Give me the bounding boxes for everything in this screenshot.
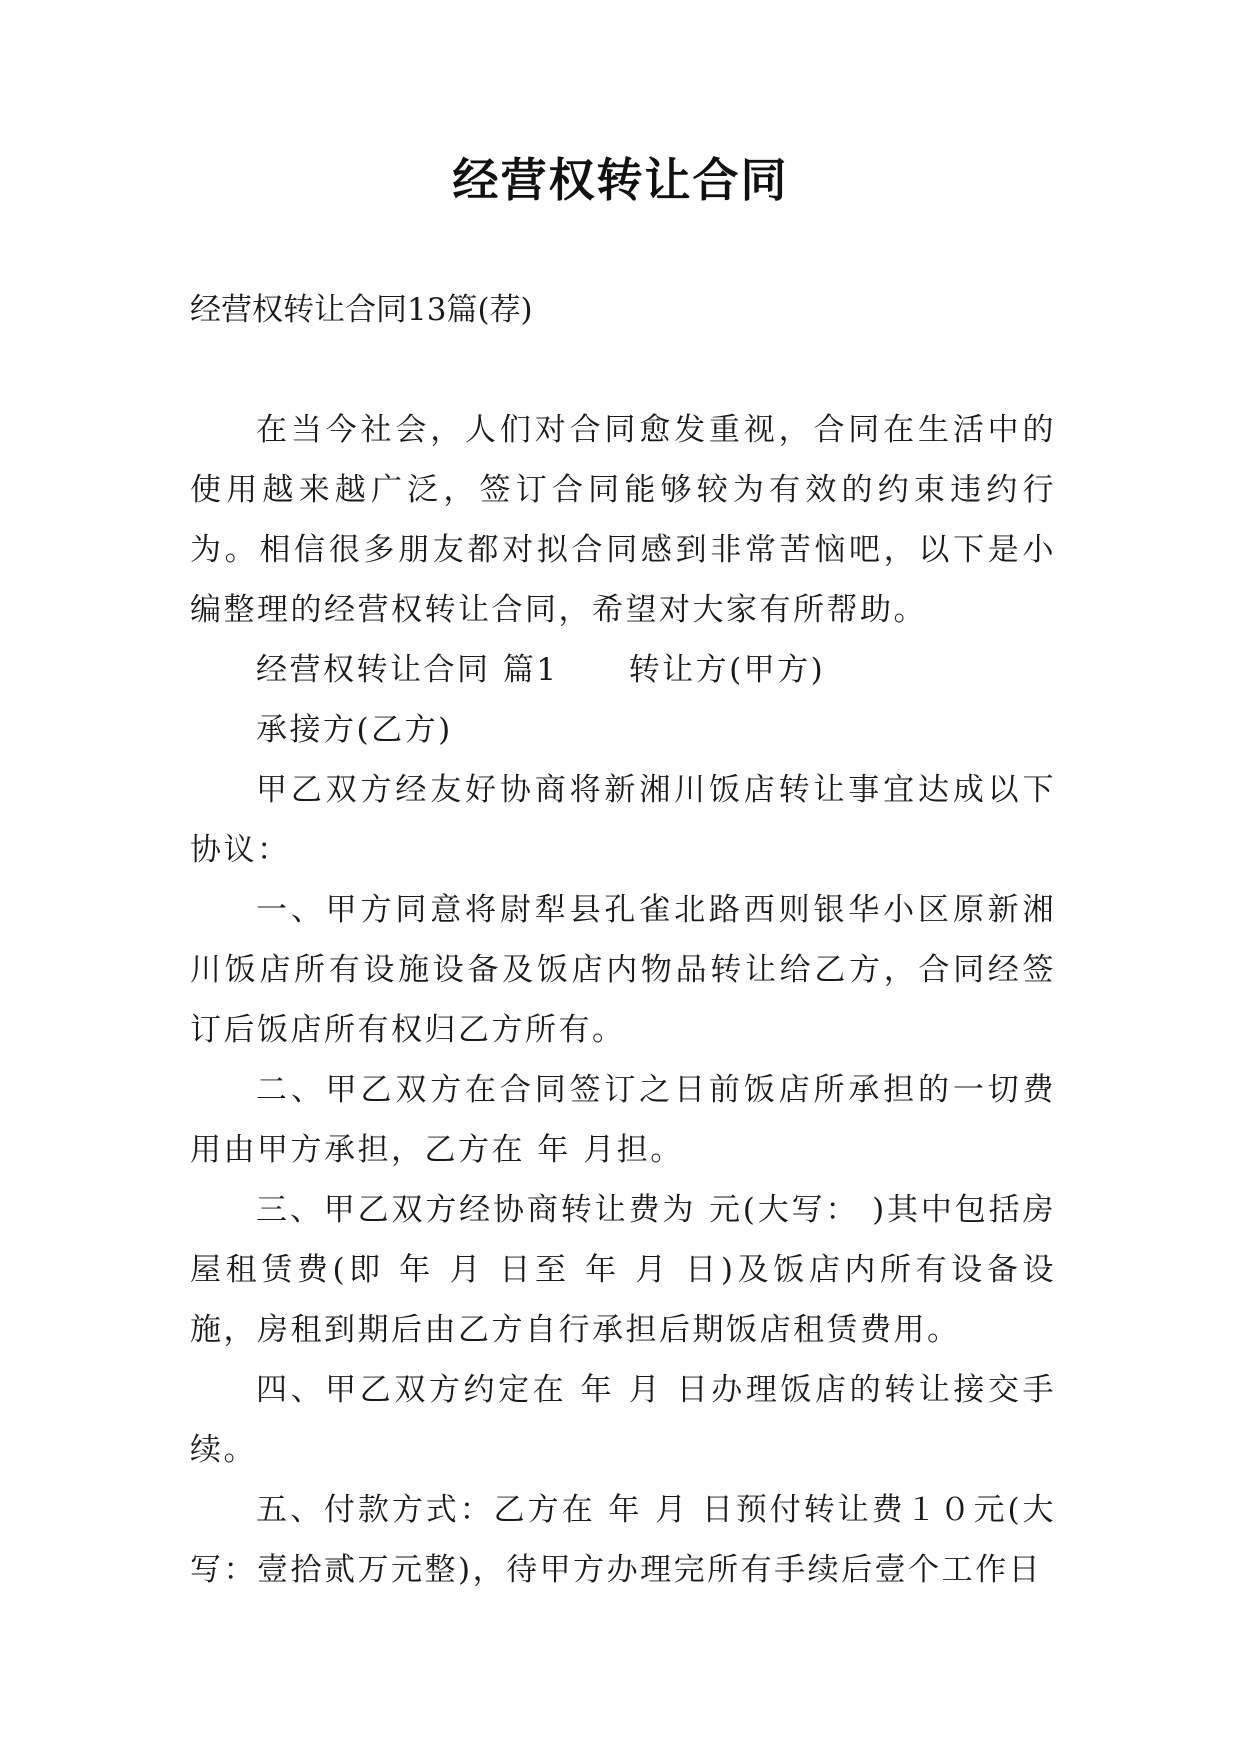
party-a-label: 转让方(甲方) <box>628 652 826 688</box>
document-subtitle: 经营权转让合同13篇(荐) <box>190 292 533 328</box>
document-body <box>190 400 1056 1600</box>
article-heading <box>190 640 1056 700</box>
intro-paragraph: 在当今社会，人们对合同愈发重视，合同在生活中的使用越来越广泛，签订合同能够较为有效的约束违约行为。相信很多朋友都对拟合同感到非常苦恼吧，以下是小编整理的经营权转让合同，希望对大家有所帮助。 <box>190 412 1056 628</box>
document-title: 经营权转让合同 <box>452 153 789 207</box>
clause-2: 二、甲乙双方在合同签订之日前饭店所承担的一切费用由甲方承担，乙方在 年 月担。 <box>190 1072 1056 1168</box>
article-name: 经营权转让合同 篇1 <box>256 652 559 688</box>
preamble-paragraph: 甲乙双方经友好协商将新湘川饭店转让事宜达成以下协议： <box>190 772 1056 868</box>
clause-4: 四、甲乙双方约定在 年 月 日办理饭店的转让接交手续。 <box>190 1372 1056 1468</box>
clause-3: 三、甲乙双方经协商转让费为 元(大写： )其中包括房屋租赁费(即 年 月 日至 年 月 日)及饭店内所有设备设施，房租到期后由乙方自行承担后期饭店租赁费用。 <box>190 1192 1056 1348</box>
clause-1: 一、甲方同意将尉犁县孔雀北路西则银华小区原新湘川饭店所有设施设备及饭店内物品转让给乙方，合同经签订后饭店所有权归乙方所有。 <box>190 892 1056 1048</box>
party-b-label: 承接方(乙方) <box>256 712 453 748</box>
clause-5: 五、付款方式：乙方在 年 月 日预付转让费１０元(大写：壹拾贰万元整)，待甲方办理完所有手续后壹个工作日 <box>190 1492 1056 1588</box>
